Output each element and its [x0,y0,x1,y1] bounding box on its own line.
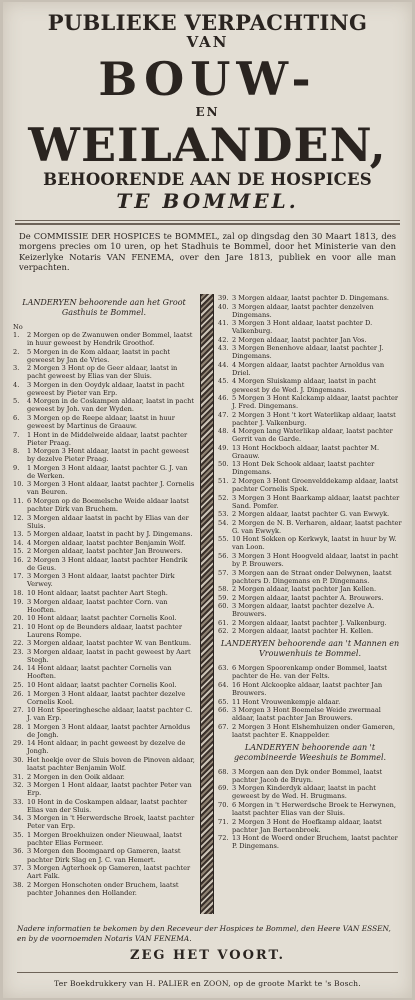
lot-item [13,589,195,597]
lot-description: 3 Morgen den Boomgaard op Gameren, laatst pachter Dirk Slag en J. C. van Hemert. [27,847,181,864]
lot-description: 1 Morgen 3 Hont aldaar, laatst pachter dezelve Cornelis Kool. [27,689,186,706]
lot-item [13,514,195,530]
lot-item [13,773,195,781]
lot-number: 54. [218,518,229,527]
lot-description: 10 Hont op de Beunders aldaar, laatst pachter Laurens Rompe. [27,622,182,639]
lot-number: 22. [13,639,24,648]
lot-number: 58. [218,585,229,594]
lot-description: 10 Hont aldaar, laatst pachter Aart Stegh. [27,589,168,597]
lot-number: 55. [218,535,229,544]
lot-description: 10 Hont aldaar, laatst pachter Cornelis Kool. [27,614,177,623]
lot-description: 5 Morgen aldaar, laatst in pacht by J. Dingemans. [27,530,193,539]
lot-number: 51. [218,477,229,486]
lot-item [13,598,195,614]
lot-number: 40. [218,302,229,311]
lot-item [13,547,195,555]
lot-description: 1 Hont in de Middelweide aldaar, laatst pachter Pieter Praag. [27,430,188,447]
lot-number: 25. [13,681,24,690]
lot-item [218,303,402,319]
lot-item [218,294,402,302]
lot-item [13,364,195,380]
lot-item [218,768,402,784]
lot-item [218,723,402,739]
lot-number: 15. [13,547,24,556]
lot-number: 13. [13,530,24,539]
lot-item [13,690,195,706]
lot-item [218,585,402,593]
lot-item [218,427,402,443]
lot-number: 69. [218,784,229,793]
lot-description: 4 Morgen in de Coskampen aldaar, laatst in pacht geweest by Joh. van der Wyden. [27,397,195,414]
lot-item [218,834,402,850]
lot-description: 3 Morgen Benenhove aldaar, laatst pachter J. Dingemans. [232,344,384,361]
lot-item [218,336,402,344]
lot-description: 3 Morgen aan den Dyk onder Bommel, laatst pachter Jacob de Bruyn. [232,767,383,784]
lot-item [13,348,195,364]
lot-item [218,494,402,510]
lot-item [218,619,402,627]
lot-description: 3 Morgen 3 Hont Baarkamp aldaar, laatst pachter Sand. Pomfer. [232,493,400,510]
lot-number: 36. [13,847,24,856]
lot-description: 10 Hont aldaar, laatst pachter Cornelis Kool. [27,681,177,690]
lot-description: 6 Morgen Spoorenkamp onder Bommel, laatst pachter de He. van der Felts. [232,664,387,681]
lot-number: 21. [13,622,24,631]
lot-description: 3 Morgen in den Ooydyk aldaar, laatst in pacht geweest by Pieter van Erp. [27,380,185,397]
lot-number: 18. [13,589,24,597]
lot-description: 4 Morgen aldaar, laatst pachter Benjamin Wolf. [27,538,186,547]
lot-number: 8. [13,447,20,456]
lot-item [218,361,402,377]
lot-item [13,614,195,622]
lot-item [218,394,402,410]
right-lot-list-b [218,664,402,738]
lot-description: 3 Morgen aldaar laatst in pacht by Elias van der Sluis. [27,513,189,530]
lot-number: 72. [218,834,229,843]
lot-description: 2 Morgen aldaar, laatst pachter G. van Ewwyk. [232,510,390,519]
lot-number: 38. [13,880,24,889]
lot-description: 2 Morgen 3 Hont op de Geer aldaar, laatst in pacht geweest by Elias van der Sluis. [27,364,178,381]
lot-number: 31. [13,772,24,781]
lot-description: 13 Hont Dek Schook aldaar, laatst pachter Dingemans. [232,460,375,477]
lot-description: 2 Morgen op de Zwanuwen onder Bommel, laatst in huur geweest by Hendrik Groothof. [27,331,193,348]
lot-item [13,664,195,680]
lot-number: 57. [218,568,229,577]
lot-number: 19. [13,597,24,606]
lot-number: 37. [13,864,24,873]
lot-columns [13,294,402,924]
lot-description: 3 Morgen Kinderdyk aldaar, laatst in pacht geweest by de Wed. H. Brugmans. [232,784,376,801]
lot-description: 3 Morgen 3 Hont aldaar, laatst pachter J. Cornelis van Beuren. [27,480,195,497]
lot-description: 1 Morgen 3 Hont aldaar, laatst pachter Arnoldus de Jongh. [27,722,191,739]
lot-number: 26. [13,689,24,698]
lot-description: 2 Morgen aldaar, laatst pachter Jan Vos. [232,335,367,344]
lot-description: 13 Hont de Woerd onder Bruchem, laatst pachter P. Dingemans. [232,834,398,851]
lot-number: 9. [13,463,20,472]
lot-number: 29. [13,739,24,748]
lot-description: 2 Morgen 3 Hont de Hoefkamp aldaar, laatst pachter Jan Bertaenbroek. [232,817,382,834]
lot-description: 4 Morgen lang Waterlikap aldaar, laatst pachter Gerrit van de Garde. [232,427,393,444]
lot-number: 42. [218,335,229,344]
lot-number: 33. [13,797,24,806]
lot-number: 11. [13,496,24,505]
heading-mannenhuis: LANDERYEN behoorende aan 't Mannen en Vrouwenhuis te Bommel. [220,639,400,659]
lot-number: 10. [13,480,24,489]
title-line-3: BOUW- [98,52,317,106]
lot-item [218,664,402,680]
lot-description: 14 Hont aldaar, laatst pachter Cornelis van Hooften. [27,664,172,681]
lot-item [218,519,402,535]
right-lot-list-c [218,768,402,850]
lot-item [13,739,195,755]
lot-description: 3 Morgen 3 Hont Hoogveld aldaar, laatst in pacht by P. Brouwers. [232,551,399,568]
lot-description: 2 Morgen aldaar, laatst pachter H. Kellen. [232,627,374,636]
poster-sheet [3,2,412,998]
ornamental-divider [200,294,214,914]
lot-number: 34. [13,814,24,823]
lot-item [218,569,402,585]
lot-description: 10 Hont Speeringhesche aldaar, laatst pachter C. J. van Erp. [27,706,193,723]
lot-item [13,864,195,880]
lot-description: 3 Morgen aldaar, laatst pachter D. Dingemans. [232,294,389,302]
heading-weeshuis: LANDERYEN behoorende aan 't gecombineerde Weeshuis te Bommel. [233,742,387,762]
title-line-4: EN [195,105,220,119]
lot-item [13,556,195,572]
lot-number: 52. [218,493,229,502]
lot-number: 44. [218,360,229,369]
lot-description: 5 Morgen in de Kom aldaar, laatst in pacht geweest by Jan de Vries. [27,347,171,364]
lot-description: 2 Morgen in den Ooik aldaar. [27,772,125,781]
lot-number: 41. [218,319,229,328]
lot-item [13,723,195,739]
lot-description: 3 Morgen aldaar, laatst pachter denzelven Dingemans. [232,302,374,319]
poster-title [3,12,412,211]
lot-number: 65. [218,697,229,706]
lot-number: 56. [218,551,229,560]
lot-item [13,381,195,397]
lot-item [13,397,195,413]
lot-description: 3 Morgen 3 Hont Boemelse Weide zwermaal aldaar, laatst pachter Jan Brouwers. [232,706,381,723]
lot-item [218,477,402,493]
lot-number: 61. [218,618,229,627]
lot-description: 16 Hont Alckoopke aldaar, laatst pachter Jan Brouwers. [232,681,383,698]
lot-description: 3 Morgen op de Reepe aldaar, laatst in huur geweest by Martinus de Graauw. [27,414,175,431]
lot-number: 59. [218,593,229,602]
lot-description: 1 Morgen Broekhuizen onder Nieuwaal, laatst pachter Elias Fermeer. [27,830,182,847]
lot-number: 48. [218,427,229,436]
lot-description: 3 Morgen aan de Straat onder Delwynen, laatst pachters D. Dingemans en P. Dingemans. [232,568,392,585]
lot-number: 2. [13,347,20,356]
lot-item [13,639,195,647]
lot-number: 47. [218,410,229,419]
lot-number: 27. [13,706,24,715]
title-rule-double [15,223,400,225]
lot-item [218,444,402,460]
lot-item [218,460,402,476]
lot-description: 2 Morgen de N. B. Verharen, aldaar, laatst pachter G. van Ewwyk. [232,518,402,535]
lot-number: 20. [13,614,24,623]
lot-item [218,698,402,706]
lot-item [13,431,195,447]
lot-description: 3 Morgen aldaar, laatst in pacht geweest by Aart Stegh. [27,647,191,664]
lot-item [13,706,195,722]
lot-number: 45. [218,377,229,386]
lot-item [218,627,402,635]
lot-description: 2 Morgen aldaar, laatst pachter J. Valkenburg. [232,618,387,627]
lot-number: 66. [218,706,229,715]
lot-number: 17. [13,572,24,581]
lot-number: 32. [13,781,24,790]
lot-number: 5. [13,397,20,406]
lot-item [218,510,402,518]
lot-item [13,648,195,664]
lot-description: 4 Morgen Sluiskamp aldaar, laatst in pacht geweest by de Wed. J. Dingemans. [232,377,377,394]
lot-description: 1 Morgen 3 Hont aldaar, laatst pachter G. J. van de Werken. [27,463,188,480]
lot-item [218,344,402,360]
lot-item [13,831,195,847]
title-line-6: BEHOORENDE AAN DE HOSPICES [43,170,372,189]
lot-description: 2 Morgen 3 Hont Groenvelddekamp aldaar, laatst pachter Cornelis Spek. [232,477,399,494]
lot-number: 53. [218,510,229,519]
lot-number: 39. [218,294,229,302]
lot-number: 43. [218,344,229,353]
lot-description: 2 Morgen 3 Hont Elshemhuizen onder Gameren, laatst pachter E. Knappelder. [232,722,395,739]
lot-description: 4 Morgen aldaar, laatst pachter Arnoldus van Driel. [232,360,385,377]
lot-number: 3. [13,364,20,373]
lot-number: 67. [218,722,229,731]
lot-description: 3 Morgen in 't Herwerdsche Broek, laatst pachter Peter van Erp. [27,814,195,831]
lot-item [13,414,195,430]
lot-number: 14. [13,538,24,547]
lot-number: 6. [13,414,20,423]
left-heading: LANDERYEN behoorende aan het Groot Gasthuis te Bommel. [22,298,186,317]
lot-number: 30. [13,755,24,764]
lot-item [13,497,195,513]
lot-item [218,706,402,722]
lot-number: 60. [218,602,229,611]
lot-item [218,818,402,834]
lot-number: 7. [13,430,20,439]
left-column [13,294,195,897]
lot-description: 2 Morgen Honschoten onder Bruchem, laatst pachter Johannes den Hollander. [27,880,179,897]
lot-description: 11 Hont Vrouwenkempje aldaar. [232,697,341,706]
lot-item [13,781,195,797]
bottom-rule [17,972,398,973]
lot-description: 1 Morgen 3 Hont aldaar, laatst in pacht geweest by dezelve Pieter Praag. [27,447,190,464]
lot-description: 3 Morgen 3 Hont aldaar, laatst pachter D. Valkenburg. [232,319,373,336]
lot-item [13,623,195,639]
lot-number: 68. [218,767,229,776]
lot-item [13,881,195,897]
lot-item [218,801,402,817]
intro-paragraph: De COMMISSIE DER HOSPICES te BOMMEL, zal op dingsdag den 30 Maart 1813, des morgens precies om 10 uren, op het Stadhuis te Bommel, door het Ministerie van den Keizerlyke Notaris VAN FENEMA, over den Jare 1813, publiek en voor alle man verpachten. [19,230,396,273]
lot-item [218,681,402,697]
lot-item [218,377,402,393]
lot-description: 5 Morgen 3 Hont Kalckamp aldaar, laatst pachter J. Fred. Dingemans. [232,394,399,411]
lot-description: 3 Morgen aldaar, laatst pachter W. van Bentkum. [27,639,192,648]
lot-item [13,756,195,772]
lot-description: 3 Morgen 3 Hont aldaar, laatst pachter Dirk Verwey. [27,572,175,589]
title-line-1: PUBLIEKE VERPACHTING [47,10,368,35]
lot-item [218,594,402,602]
lot-description: 2 Morgen 3 Hont 't kort Waterlikap aldaar, laatst pachter J. Valkenburg. [232,410,396,427]
lot-number: 63. [218,664,229,673]
lot-number: 49. [218,443,229,452]
lot-item [13,447,195,463]
closing-line: ZEG HET VOORT. [129,948,286,963]
lot-description: 6 Morgen op de Boemelsche Weide aldaar laatst pachter Dirk van Bruchem. [27,496,189,514]
lot-item [218,319,402,335]
lot-description: 2 Morgen 3 Hont aldaar, laatst pachter Hendrik de Geus. [27,555,188,572]
lot-item [218,602,402,618]
lot-item [13,480,195,496]
footer-information: Nadere informatien te bekomen by den Receveur der Hospices te Bommel, den Heere VAN ESSEN, en by de voornoemden Notaris VAN FENEMA. [17,924,391,943]
title-line-5: WEILANDEN, [28,118,387,172]
lot-number: 24. [13,664,24,673]
right-column [218,294,402,851]
lot-description: 3 Morgen aldaar, laatst pachter dezelve A. Brouwers. [232,602,375,619]
title-rule [15,220,400,221]
lot-description: 3 Morgen aldaar, laatst pachter Corn. van Hooften. [27,597,168,614]
lot-description: 13 Hont Hockboch aldaar, laatst pachter M. Graauw. [232,443,380,460]
lot-number: 35. [13,830,24,839]
left-lot-list [13,323,195,897]
lot-item [218,784,402,800]
lot-description: 2 Morgen aldaar, laatst pachter Jan Brouwers. [27,547,183,556]
lot-number: 62. [218,627,229,636]
lot-item [13,323,195,347]
lot-number: No 1. [13,323,23,340]
title-line-7: TE BOMMEL. [116,188,299,213]
lot-number: 46. [218,394,229,403]
lot-item [13,681,195,689]
lot-description: 6 Morgen in 't Herwerdsche Broek te Herwynen, laatst pachter Elias van der Sluis. [232,801,396,818]
right-lot-list-a [218,294,402,635]
lot-description: 2 Morgen aldaar, laatst pachter Jan Kellen. [232,585,377,594]
lot-item [13,530,195,538]
lot-number: 28. [13,722,24,731]
lot-item [218,535,402,551]
lot-description: 14 Hont aldaar, in pacht geweest by dezelve de Jongh. [27,739,186,756]
lot-item [13,847,195,863]
lot-description: 10 Hont Sokken op Kerkwyk, laatst in huur by W. van Loon. [232,535,397,552]
lot-description: 3 Morgen 1 Hont aldaar, laatst pachter Peter van Erp. [27,781,192,798]
lot-item [13,572,195,588]
printer-imprint: Ter Boekdrukkery van H. PALIER en ZOON, op de groote Markt te 's Bosch. [54,979,361,988]
lot-item [13,539,195,547]
lot-item [218,411,402,427]
lot-item [13,798,195,814]
lot-description: 10 Hont in de Coskampen aldaar, laatst pachter Elias van der Sluis. [27,797,188,814]
lot-item [218,552,402,568]
lot-number: 70. [218,801,229,810]
lot-item [13,814,195,830]
lot-number: 23. [13,647,24,656]
lot-number: 50. [218,460,229,469]
lot-description: Het hoekje over de Sluis boven de Pinoven aldaar, laatst pachter Benjamin Wolf. [27,755,195,772]
lot-description: 2 Morgen aldaar, laatst pachter A. Brouwers. [232,593,384,602]
lot-number: 4. [13,380,20,389]
lot-description: 3 Morgen Agterhoek op Gameren, laatst pachter Aart Falk. [27,864,191,881]
lot-number: 16. [13,555,24,564]
lot-number: 71. [218,817,229,826]
lot-number: 12. [13,513,24,522]
lot-item [13,464,195,480]
title-line-2: VAN [186,33,229,51]
lot-number: 64. [218,681,229,690]
